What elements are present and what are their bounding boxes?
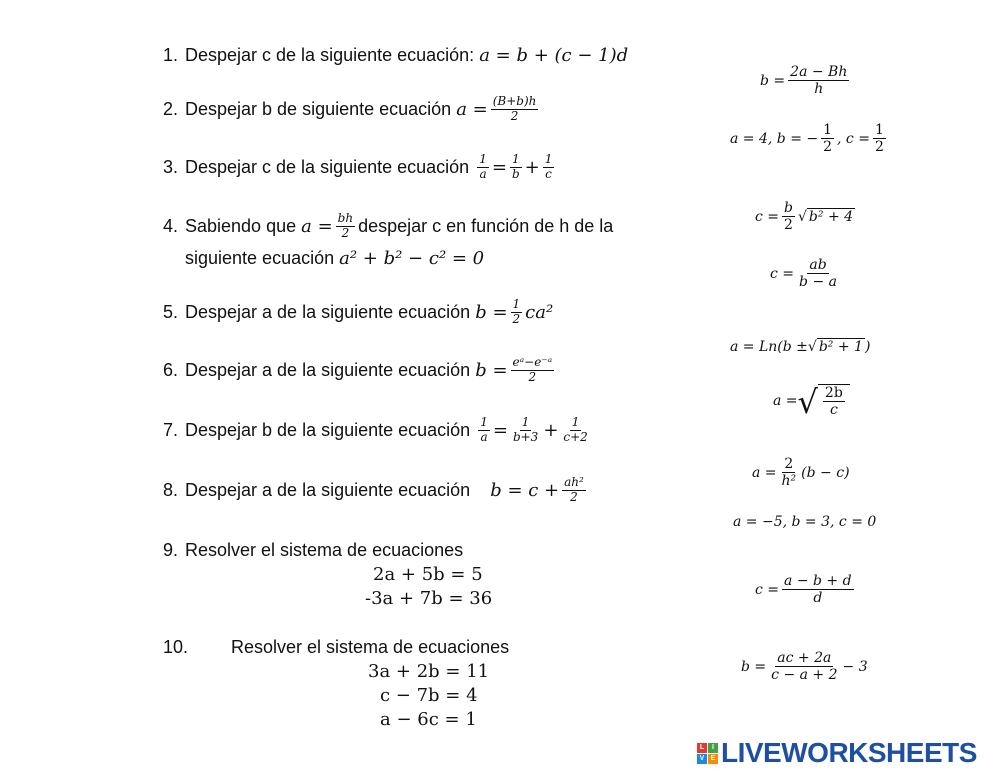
- question-4: 4. Sabiendo que a = $\frac{bh}{2}$ despejar c en función de h de la: [163, 211, 614, 240]
- question-text: Despejar c de la siguiente ecuación: [185, 156, 470, 177]
- question-4-line2: siguiente ecuación a² + b² − c² = 0: [185, 248, 485, 269]
- fraction: $\frac{1}{b+3}$: [512, 415, 539, 444]
- answer-option[interactable]: a = Ln(b ± √ b² + 1 ): [730, 338, 871, 355]
- fraction: $\frac{1}{a}$: [480, 415, 488, 444]
- fraction: $\frac{bh}{2}$: [337, 211, 354, 240]
- question-10: 10. Resolver el sistema de ecuaciones: [163, 637, 510, 657]
- sqrt-icon: √ b² + 4: [798, 209, 854, 226]
- question-5: 5. Despejar a de la siguiente ecuación b = $\frac{1}{2}$ ca²: [163, 297, 554, 326]
- logo-text: LIVEWORKSHEETS: [721, 737, 977, 768]
- answer-option[interactable]: a = √ $\frac{2b}{c}$: [773, 384, 850, 418]
- question-8: 8. Despejar a de la siguiente ecuación b = c + $\frac{\text{ah²}}{2}$: [163, 475, 584, 504]
- equation: a² + b² − c² = 0: [339, 248, 485, 269]
- question-text: Despejar b de siguiente ecuación: [185, 98, 452, 119]
- answer-option[interactable]: a = −5, b = 3, c = 0: [733, 514, 877, 530]
- question-text: Resolver el sistema de ecuaciones: [231, 637, 510, 657]
- equation: a = b + (c − 1)d: [479, 45, 629, 66]
- fraction: $\frac{1}{c+2}$: [563, 415, 588, 444]
- question-text: Sabiendo que: [185, 215, 297, 236]
- fraction: $\frac{\text{ah²}}{2}$: [564, 475, 584, 504]
- question-6: 6. Despejar a de la siguiente ecuación b = $\frac{\text{eᵃ−e⁻ᵃ}}{2}$: [163, 355, 553, 384]
- fraction: $\frac{1}{c}$: [544, 152, 553, 181]
- answer-option[interactable]: b = $\frac{2a - Bh}{h}$: [760, 64, 848, 98]
- question-2: 2. Despejar b de siguiente ecuación a = $\frac{(B+b)h}{2}$: [163, 94, 537, 123]
- question-text: Despejar a de la siguiente ecuación: [185, 479, 471, 500]
- question-1: 1. Despejar c de la siguiente ecuación: a = b + (c − 1)d: [163, 45, 629, 66]
- system-9-eq-1: 2a + 5b = 5: [373, 564, 483, 585]
- answer-option[interactable]: a = 4, b = − $\frac{1}{2}$ , c = $\frac{1}{2}$: [730, 122, 884, 156]
- answer-option[interactable]: c = $\frac{b}{2}$ √ b² + 4: [755, 200, 854, 234]
- fraction: $\frac{1}{b}$: [511, 152, 520, 181]
- question-text: Despejar b de la siguiente ecuación: [185, 419, 471, 440]
- question-9: 9. Resolver el sistema de ecuaciones: [163, 540, 464, 560]
- answer-option[interactable]: c = $\frac{ab}{b - a}$: [770, 257, 837, 291]
- fraction: $\frac{(B+b)h}{2}$: [492, 94, 537, 123]
- question-text-cont: despejar c en función de h de la: [358, 215, 614, 236]
- system-10-eq-1: 3a + 2b = 11: [368, 661, 490, 682]
- logo-icon: L I V E: [697, 743, 718, 764]
- sqrt-icon: √ b² + 1: [807, 339, 863, 355]
- system-10-eq-3: a − 6c = 1: [380, 709, 477, 730]
- fraction: $\frac{1}{a}$: [479, 152, 487, 181]
- fraction: $\frac{\text{eᵃ−e⁻ᵃ}}{2}$: [512, 355, 553, 384]
- system-9-eq-2: -3a + 7b = 36: [365, 588, 493, 609]
- fraction: $\frac{1}{2}$: [512, 297, 521, 326]
- liveworksheets-logo: [697, 737, 977, 769]
- answer-option[interactable]: a = $\frac{2}{\text{h²}}$ (b − c): [752, 456, 850, 490]
- answer-option[interactable]: b = $\frac{ac + 2a}{c - a + 2}$ − 3: [741, 650, 868, 684]
- system-10-eq-2: c − 7b = 4: [380, 685, 478, 706]
- question-text: Despejar a de la siguiente ecuación: [185, 359, 471, 380]
- question-3: 3. Despejar c de la siguiente ecuación $\frac{1}{a}$ = $\frac{1}{b}$ + $\frac{1}{c}$: [163, 152, 553, 181]
- question-text: Despejar a de la siguiente ecuación: [185, 301, 471, 322]
- question-text: Despejar c de la siguiente ecuación:: [185, 45, 475, 65]
- question-text: Resolver el sistema de ecuaciones: [185, 540, 464, 560]
- answer-option[interactable]: c = $\frac{a - b + d}{d}$: [755, 573, 852, 607]
- question-7: 7. Despejar b de la siguiente ecuación $\frac{1}{a}$ = $\frac{1}{b+3}$ + $\frac{1}{c+2}$: [163, 415, 588, 444]
- sqrt-icon: √ $\frac{2b}{c}$: [798, 384, 850, 418]
